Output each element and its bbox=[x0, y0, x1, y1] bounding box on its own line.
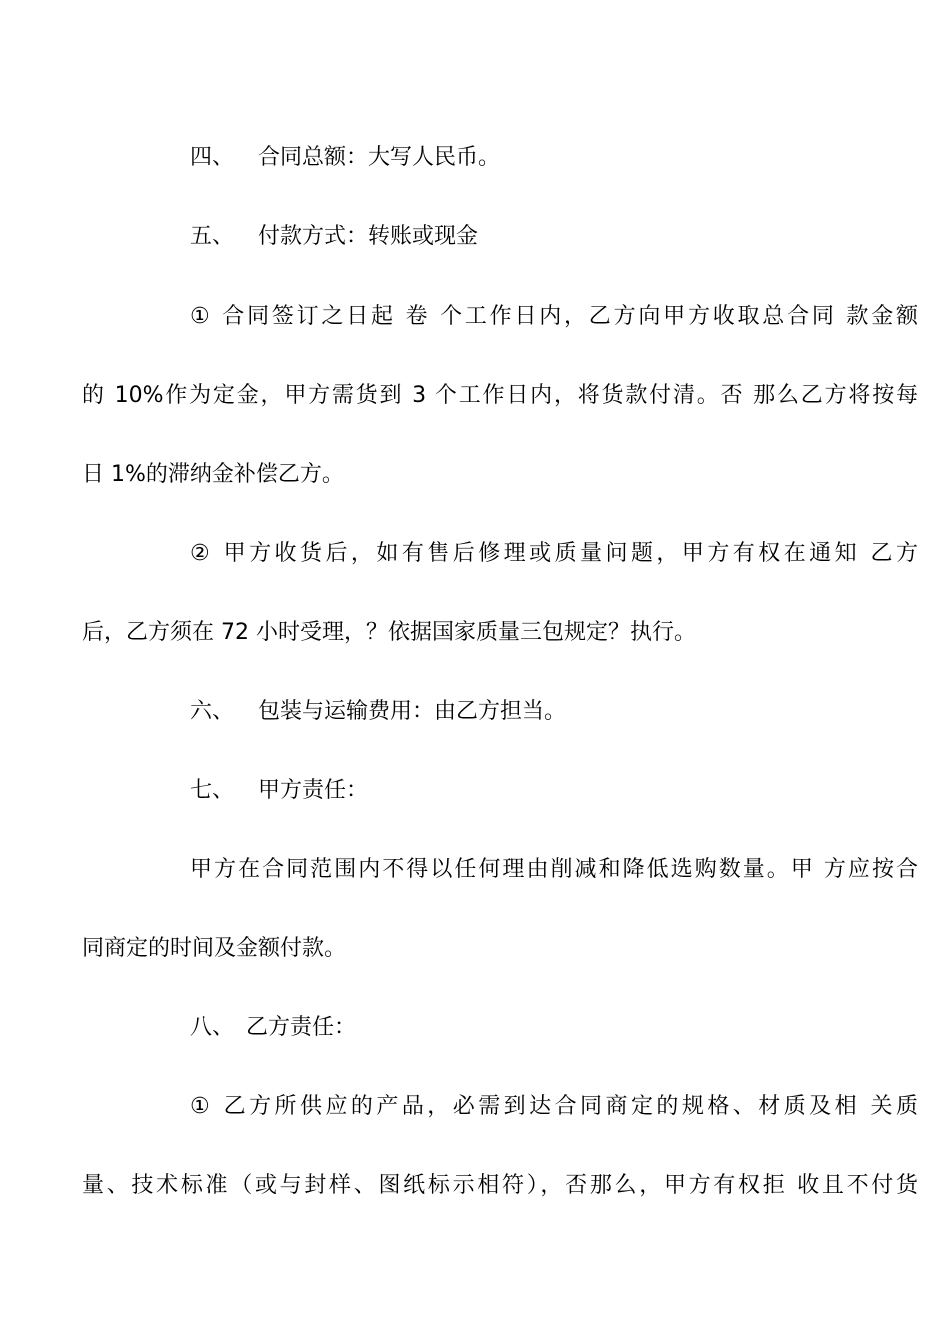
paragraph-line: ① 合同签订之日起 卷 个工作日内，乙方向甲方收取总合同 款金额 bbox=[190, 304, 918, 329]
paragraph-line: 的 10%作为定金，甲方需货到 3 个工作日内，将货款付清。否 那么乙方将按每 bbox=[82, 383, 918, 408]
section-4-heading bbox=[190, 143, 918, 173]
section-7-heading bbox=[190, 776, 918, 806]
section-text: 付款方式：转账或现金 bbox=[258, 224, 479, 249]
section-text: 包装与运输费用：由乙方担当。 bbox=[258, 699, 567, 724]
section-number: 八、 bbox=[190, 1015, 235, 1040]
section-text: 乙方责任： bbox=[246, 1015, 357, 1040]
paragraph-line: 甲方在合同范围内不得以任何理由削减和降低选购数量。甲 方应按合 bbox=[190, 857, 918, 882]
section-number: 六、 bbox=[190, 699, 235, 724]
section-number: 七、 bbox=[190, 778, 235, 803]
paragraph-line: 量、技术标准（或与封样、图纸标示相符），否那么，甲方有权拒 收且不付货 bbox=[82, 1173, 918, 1198]
section-number: 五、 bbox=[190, 224, 235, 249]
section-text: 甲方责任： bbox=[258, 778, 369, 803]
section-5-heading bbox=[190, 222, 918, 252]
paragraph-line: 后，乙方须在 72 小时受理，？依据国家质量三包规定？执行。 bbox=[82, 620, 696, 645]
paragraph-line: ② 甲方收货后，如有售后修理或质量问题，甲方有权在通知 乙方 bbox=[190, 541, 918, 566]
paragraph-line: ① 乙方所供应的产品，必需到达合同商定的规格、材质及相 关质 bbox=[190, 1094, 918, 1119]
section-text: 合同总额：大写人民币。 bbox=[258, 145, 501, 170]
paragraph-line: 同商定的时间及金额付款。 bbox=[82, 936, 347, 961]
section-8-heading bbox=[190, 1013, 918, 1043]
section-number: 四、 bbox=[190, 145, 235, 170]
section-6-heading bbox=[190, 697, 918, 727]
paragraph-line: 日 1%的滞纳金补偿乙方。 bbox=[82, 462, 344, 487]
